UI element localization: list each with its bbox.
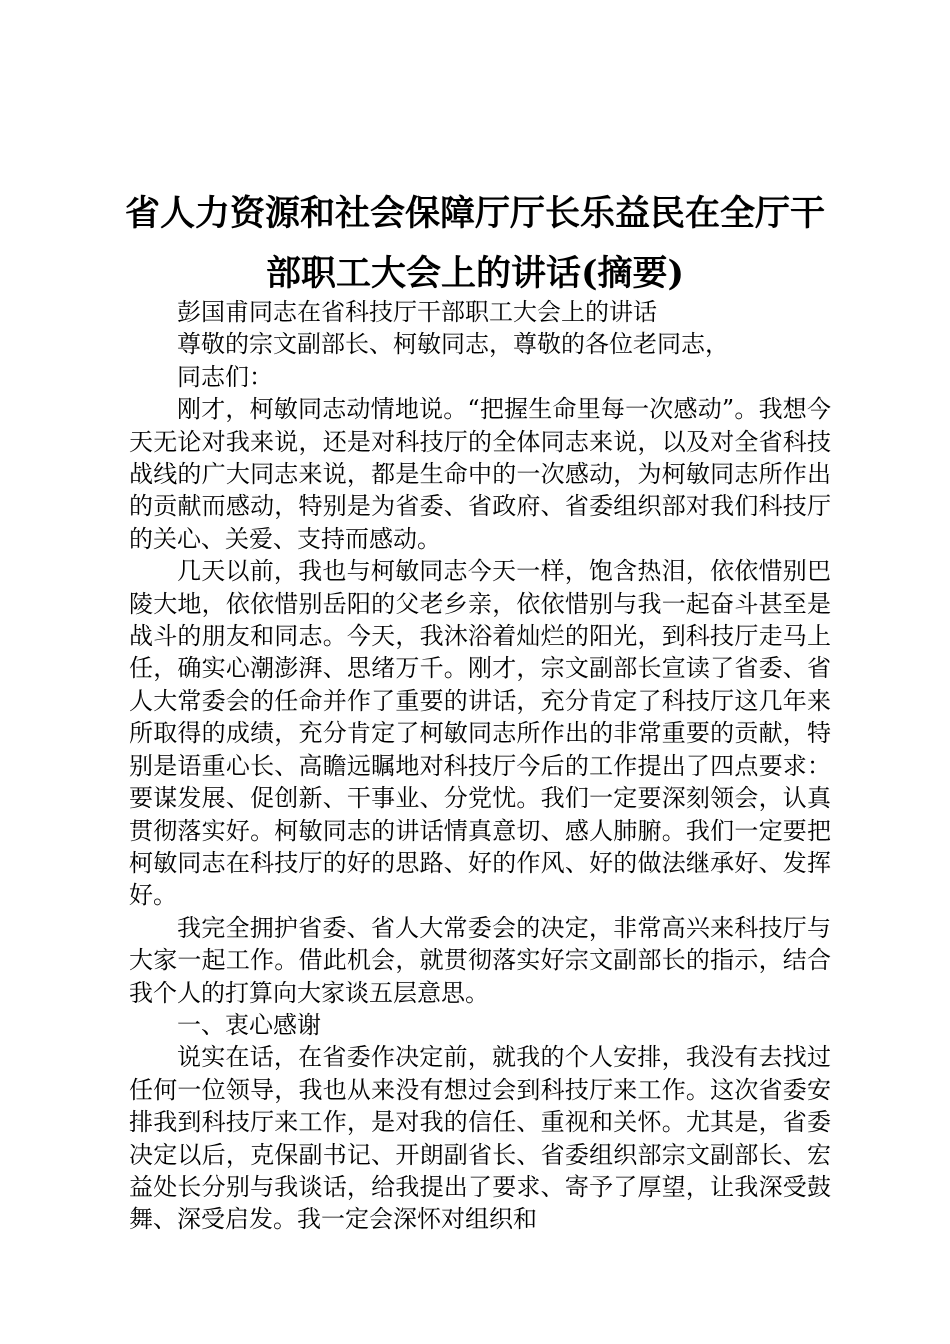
paragraph: 刚才，柯敏同志动情地说。“把握生命里每一次感动”。我想今天无论对我来说，还是对科技厅的全体同志来说，以及对全省科技战线的广大同志来说，都是生命中的一次感动，为柯敏同志所作出的贡献而感动，特别是为省委、省政府、省委组织部对我们科技厅的关心、关爱、支持而感动。 [129, 395, 831, 553]
paragraph: 说实在话，在省委作决定前，就我的个人安排，我没有去找过任何一位领导，我也从来没有想过会到科技厅来工作。这次省委安排我到科技厅来工作，是对我的信任、重视和关怀。尤其是，省委决定以后，克保副书记、开朗副省长、省委组织部宗文副部长、宏益处长分别与我谈话，给我提出了要求、寄予了厚望，让我深受鼓舞、深受启发。我一定会深怀对组织和 [129, 1043, 831, 1234]
document-title-line-2: 部职工大会上的讲话(摘要) [265, 253, 685, 294]
paragraph: 几天以前，我也与柯敏同志今天一样，饱含热泪，依依惜别巴陵大地，依依惜别岳阳的父老乡亲，依依惜别与我一起奋斗甚至是战斗的朋友和同志。今天，我沐浴着灿烂的阳光，到科技厅走马上任，确实心潮澎湃、思绪万千。刚才，宗文副部长宣读了省委、省人大常委会的任命并作了重要的讲话，充分肯定了科技厅这几年来所取得的成绩，充分肯定了柯敏同志所作出的非常重要的贡献，特别是语重心长、高瞻远瞩地对科技厅今后的工作提出了四点要求：要谋发展、促创新、干事业、分党忧。我们一定要深刻领会，认真贯彻落实好。柯敏同志的讲话情真意切、感人肺腑。我们一定要把柯敏同志在科技厅的好的思路、好的作风、好的做法继承好、发挥好。 [129, 557, 831, 910]
document-title-line-1: 省人力资源和社会保障厅厅长乐益民在全厅干 [124, 193, 825, 234]
paragraph-greeting: 同志们： [177, 362, 273, 391]
section-heading: 一、衷心感谢 [177, 1010, 321, 1039]
document-body [129, 296, 831, 1236]
paragraph-salutation: 尊敬的宗文副部长、柯敏同志，尊敬的各位老同志， [177, 330, 729, 359]
paragraph: 我完全拥护省委、省人大常委会的决定，非常高兴来科技厅与大家一起工作。借此机会，就贯彻落实好宗文副部长的指示，结合我个人的打算向大家谈五层意思。 [129, 913, 831, 1007]
paragraph-speech-heading: 彭国甫同志在省科技厅干部职工大会上的讲话 [177, 298, 657, 326]
